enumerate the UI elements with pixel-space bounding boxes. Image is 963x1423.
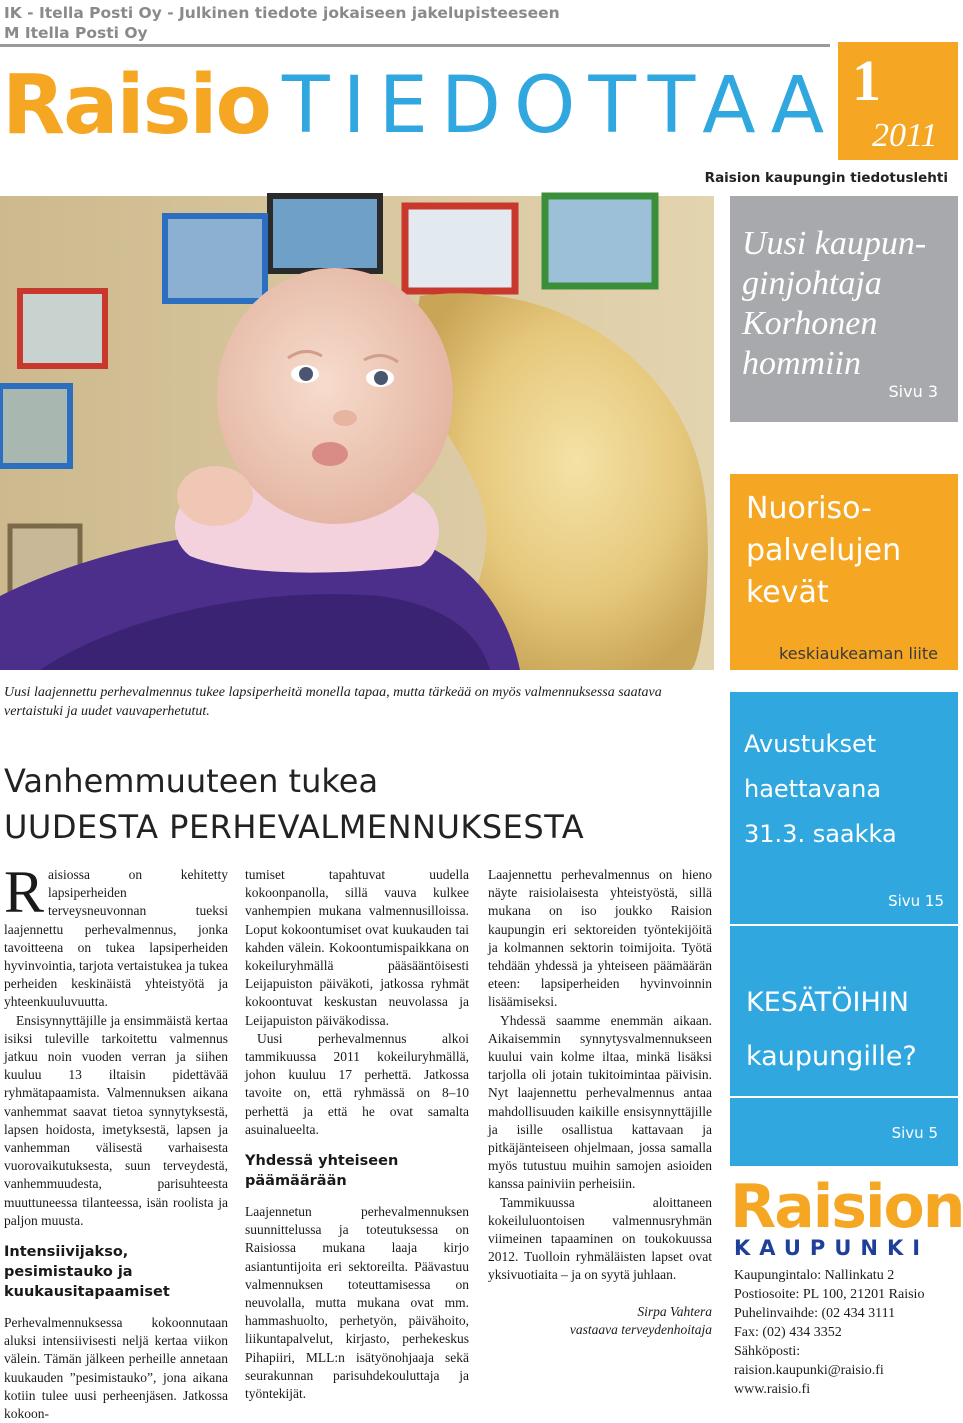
article-headline: Vanhemmuuteen tukea	[4, 762, 379, 800]
contact-fax: Fax: (02) 434 3352	[734, 1325, 842, 1340]
publication-subtitle: Raision kaupungin tiedotuslehti	[704, 170, 948, 186]
issue-badge	[838, 42, 958, 160]
contact-website-link[interactable]: www.raisio.fi	[734, 1382, 811, 1397]
article-paragraph: Tammikuussa aloittaneen kokeiluluontoisen valmennusryhmän viimeinen tapaaminen on toukokuussa 2012. Tuolloin ryhmäläisten lapset ovat yksivuotiaita – ja on syytä juhlaan.	[488, 1194, 712, 1283]
teaser-youth-services-title	[746, 488, 901, 614]
issue-year: 2011	[872, 117, 938, 154]
contact-postal: Postiosoite: PL 100, 21201 Raisio	[734, 1287, 925, 1302]
teaser-title-line: Avustukset	[744, 730, 877, 758]
teaser-youth-services-note: keskiaukeaman liite	[779, 644, 938, 663]
article-paragraph: Ensisynnyttäjille ja ensimmäistä kertaa isiksi tuleville tarkoitettu valmennus jatkuu noin vuoden verran ja siihen kuuluu 13 iltaisin pidettävää ryhmätapaamista. Valmennuksen aikana vanhemmat saavat tietoa synnytyksestä, lapsen hoidosta, imetyksestä, lapsen ja vanhemman välisestä varhaisesta vuorovaikutuksesta, suun terveydestä, vanhemmuudesta, parisuhteesta muuttuneessa tilanteessa, isän roolista ja paljon muusta.	[4, 1012, 228, 1228]
teaser-summer-jobs-title[interactable]	[746, 976, 917, 1084]
city-logo-sub: KAUPUNKI	[734, 1236, 930, 1260]
teaser-blue-panel	[730, 692, 958, 1166]
distribution-notice	[4, 3, 624, 43]
teaser-title-line: 31.3. saakka	[744, 820, 897, 848]
distribution-line-1: IK - Itella Posti Oy - Julkinen tiedote jokaiseen jakelupisteeseen	[4, 4, 560, 22]
article-column-3	[488, 866, 712, 1339]
teaser-title-line: Uusi kaupun-	[742, 225, 927, 262]
masthead-title: TIEDOTTAA	[282, 61, 838, 151]
teaser-title-line: hommiin	[742, 345, 861, 382]
article-paragraph: Perhevalmennuksessa kokoonnutaan aluksi intensiivisesti neljä kertaa viikon välein. Tämän jälkeen perheille annetaan kuukauden ”pesimistauko”, jona aikana kotiin tulee uusi perheenjäsen. Jatkossa kokoon-	[4, 1315, 228, 1422]
photo-caption: Uusi laajennettu perhevalmennus tukee lapsiperheitä monella tapaa, mutta tärkeää on myös valmennuksessa saatava vertaistuki ja uudet vauvaperhetutut.	[4, 685, 662, 719]
teaser-new-mayor-title	[742, 224, 926, 384]
signature-name: Sirpa Vahtera	[637, 1303, 712, 1319]
teaser-new-mayor-page: Sivu 3	[888, 382, 938, 401]
article-subheadline: UUDESTA PERHEVALMENNUKSESTA	[4, 808, 585, 846]
drop-cap: R	[4, 859, 45, 925]
contact-phone: Puhelinvaihde: (02 434 3111	[734, 1306, 896, 1321]
article-paragraph: tumiset tapahtuvat uudella kokoonpanolla, sillä vauva kulkee vanhempien mukana valmennusilloissa. Loput kokoontumiset ovat kuukauden tai kahden välein. Kokoontumispaikkana on kokeiluryhmällä pääsääntöisesti Leijapuiston päiväkoti, jatkossa ryhmät kokoontuvat keskustan neuvolassa ja Leijapuiston päiväkodissa.	[245, 867, 469, 1028]
teaser-title-line: Nuoriso-	[746, 491, 872, 526]
blue-panel-divider	[730, 1096, 958, 1098]
baby-photo-illustration	[0, 196, 714, 670]
issue-number: 1	[852, 48, 881, 113]
contact-email-link[interactable]: raision.kaupunki@raisio.fi	[734, 1363, 884, 1378]
cover-photo-baby	[0, 196, 714, 670]
article-paragraph	[4, 859, 228, 1012]
article-column-1	[4, 859, 228, 1423]
contact-email-label: Sähköposti:	[734, 1344, 801, 1359]
teaser-new-mayor[interactable]	[730, 196, 958, 422]
teaser-summer-jobs-page: Sivu 5	[891, 1124, 938, 1142]
teaser-title-line: palvelujen	[746, 533, 902, 568]
article-paragraph: Uusi perhevalmennus alkoi tammikuussa 2011 kokeiluryhmällä, johon kuuluu 17 perhettä. Jatkossa tavoite on, että ryhmässä on 8–10 perhettä ja että he ovat samalta asuinalueelta.	[245, 1030, 469, 1137]
article-paragraph-text: aisiossa on kehitetty lapsiperheiden terveysneuvonnan tueksi laajennettu perhevalmennus, jonka tavoitteena on tukea lapsiperheiden hyvinvointia, tarjota vertaistukea ja tukea perheiden keskinäistä yhteistyötä ja yhteenkuuluvuutta.	[4, 867, 228, 1010]
teaser-title-line: haettavana	[744, 775, 882, 803]
contact-address: Kaupungintalo: Nallinkatu 2	[734, 1268, 895, 1283]
masthead-name: Raisio	[2, 58, 270, 153]
teaser-grants-page: Sivu 15	[888, 892, 944, 910]
teaser-title-line: Korhonen	[742, 305, 878, 342]
teaser-title-line: kevät	[746, 575, 829, 610]
article-paragraph: Yhdessä saamme enemmän aikaan. Aikaisemmin synnytysvalmennukseen kuului vain kolme iltaa, minkä lisäksi tarjolla oli jotain tukitoimintaa päivisin. Nyt laajennettu perhevalmennus antaa mahdollisuuden kaikille ensisynnyttäjille ja isille osallistua kattavaan ja pitkäjänteiseen ohjelmaan, jossa samalla myös tutustuu muihin samojen asioiden kanssa painiviin perheisiin.	[488, 1012, 712, 1192]
city-logo	[730, 1172, 963, 1260]
article-subheading: Yhdessä yhteiseen päämäärään	[245, 1153, 399, 1190]
teaser-grants-title[interactable]	[744, 722, 897, 857]
teaser-title-line: kaupungille?	[746, 1041, 917, 1072]
signature-title: vastaava terveydenhoitaja	[569, 1321, 712, 1337]
article-paragraph: Laajennettu perhevalmennus on hieno näyte raisiolaisesta yhteistyöstä, sillä mukana on iso joukko Raision kaupungin eri sektoreiden työntekijöitä ja kolmannen sektorin toimijoita. Työtä tehdään yhdessä ja yhteiseen päämäärän eteen: lapsiperheiden hyvinvoinnin lisäämiseksi.	[488, 867, 712, 1010]
teaser-title-line: KESÄTÖIHIN	[746, 987, 909, 1018]
blue-panel-divider	[730, 924, 958, 926]
article-paragraph: Laajennetun perhevalmennuksen suunnittelussa ja toteutuksessa on Raisiossa mukana laaja kirjo asiantuntijoita eri sektoreilta. Päävastuu valmennuksen toteuttamisessa on neuvolalla, mutta mukana ovat mm. hammashuolto, perhetyön, päivähoito, liikuntapalvelut, kirjasto, perhekeskus Pihapiiri, MLL:n isätyönohjaaja sekä seurakunnan parisuhdekouluttaja ja työntekijät.	[245, 1204, 469, 1402]
article-subheading: Intensiivijakso, pesimistauko ja kuukausitapaamiset	[4, 1244, 170, 1301]
city-logo-name: Raision	[730, 1172, 963, 1242]
article-signature	[488, 1303, 712, 1339]
distribution-line-2: M Itella Posti Oy	[4, 24, 148, 42]
article-column-2	[245, 866, 469, 1403]
header-divider	[0, 44, 830, 47]
teaser-youth-services[interactable]	[730, 474, 958, 670]
teaser-title-line: ginjohtaja	[742, 265, 882, 302]
contact-info	[734, 1266, 956, 1399]
